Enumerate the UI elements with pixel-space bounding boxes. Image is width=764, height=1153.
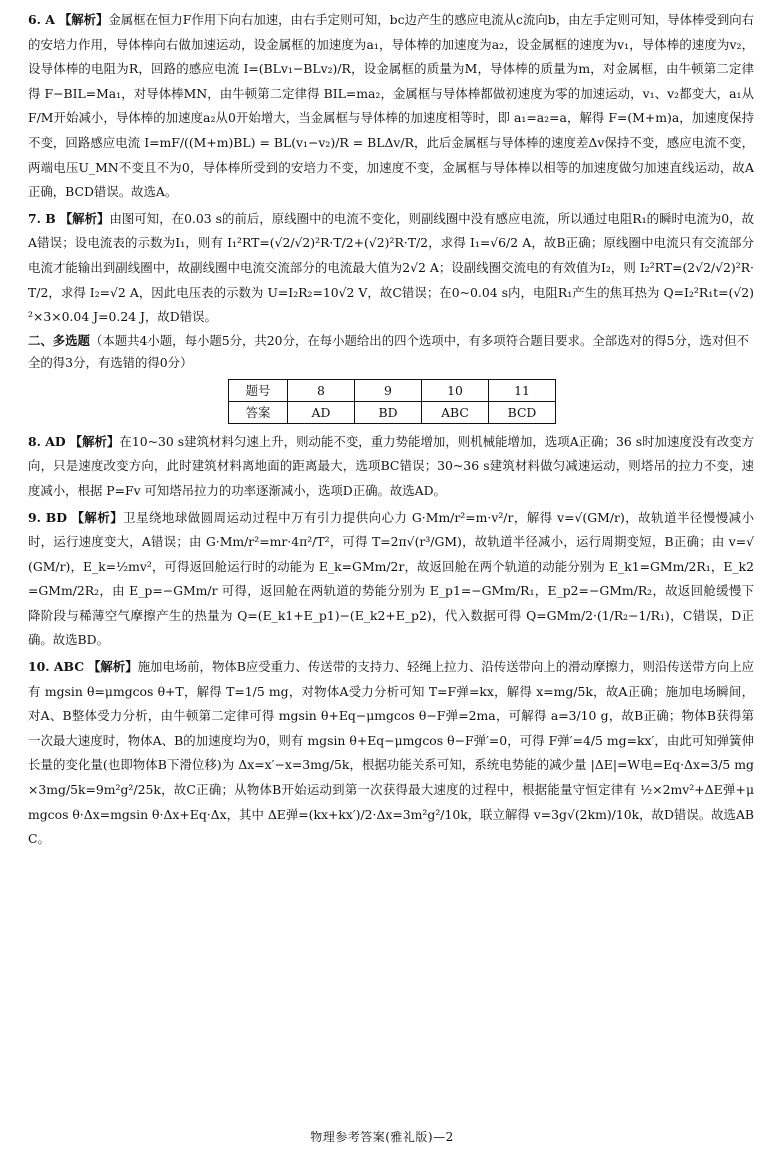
answer-table-answer-label: 答案 <box>229 401 288 423</box>
q10-text: 施加电场前，物体B应受重力、传送带的支持力、轻绳上拉力、沿传送带向上的滑动摩擦力，则沿传送带方向上应有 mgsin θ=μmgcos θ+T，解得 T=1/5 mg，对物体A受力分析可知 T=F弹=kx，解得 x=mg/5k，故A正确；施加电场瞬间，对A、B整体受力分析，由牛顿第二定律可得 mgsin θ+Eq−μmgcos θ−F弹=2ma，可解得 a=3/10 g，故B正确；物体B获得第一次最大速度时，物体A、B的加速度均为0，则有 mgsin θ+Eq−μmgcos θ−F弹′=0，可得 F弹′=4/5 mg=kx′，由此可知弹簧伸长量的变化量(也即物体B下滑位移)为 Δx=x′−x=3mg/5k，根据功能关系可知，系统电势能的减少量 |ΔE|=W电=Eq·Δx=3/5 mg×3mg/5k=9m²g²/25k，故C正确；从物体B开始运动到第一次获得最大速度的过程中，根据能量守恒定律有 ½×2mv²+ΔE弹+μmgcos θ·Δx=mgsin θ·Δx+Eq·Δx，其中 ΔE弹=(kx+kx′)/2·Δx=3m²g²/10k，联立解得 v=3g√(2km)/10k，故D错误。故选ABC。 <box>28 659 754 847</box>
answer-table-answer: AD <box>288 401 355 423</box>
section-title <box>28 330 754 374</box>
q9-explanation <box>28 506 754 654</box>
answer-table-answer: BD <box>355 401 422 423</box>
q6-number: 6. A <box>28 12 55 27</box>
q7-text: 由图可知，在0.03 s的前后，原线圈中的电流不变化，则副线圈中没有感应电流，所以通过电阻R₁的瞬时电流为0，故A错误；设电流表的示数为I₁，则有 I₁²RT=(√2/√2)²R·T/2+(√2)²R·T/2，求得 I₁=√6/2 A，故B正确；原线圈中电流只有交流部分电流才能输出到副线圈中，故副线圈中电流交流部分的电流最大值为2√2 A；设副线圈交流电的有效值为I₂，则 I₂²RT=(2√2/√2)²R·T/2，求得 I₂=√2 A，因此电压表的示数为 U=I₂R₂=10√2 V，故C错误；在0~0.04 s内，电阻R₁产生的焦耳热为 Q=I₂²R₁t=(√2)²×3×0.04 J=0.24 J，故D错误。 <box>28 210 754 325</box>
answer-table-number: 10 <box>422 379 489 401</box>
answer-table-header-row <box>229 379 556 401</box>
q9-text: 卫星绕地球做圆周运动过程中万有引力提供向心力 G·Mm/r²=m·v²/r，解得 v=√(GM/r)，故轨道半径慢慢减小时，运行速度变大，A错误；由 G·Mm/r²=mr·4π²/T²，可得 T=2π√(r³/GM)，故轨道半径减小，运行周期变短，B正确；由 v=√(GM/r)，E_k=½mv²，可得返回舱运行时的动能为 E_k=GMm/2r，故返回舱在两个轨道的动能分别为 E_k1=GMm/2R₁，E_k2=GMm/2R₂，由 E_p=−GMm/r 可得，返回舱在两轨道的势能分别为 E_p1=−GMm/R₁，E_p2=−GMm/R₂，故返回舱缓慢下降阶段与稀薄空气摩擦产生的热量为 Q=(E_k1+E_p1)−(E_k2+E_p2)，代入数据可得 Q=GMm/2·(1/R₂−1/R₁)，C错误，D正确。故选BD。 <box>28 509 754 648</box>
section-description: （本题共4小题，每小题5分，共20分，在每小题给出的四个选项中，有多项符合题目要求。全部选对的得5分，选对但不全的得3分，有选错的得0分） <box>28 332 749 370</box>
q7-number: 7. B <box>28 210 56 226</box>
q7-tag: 【解析】 <box>59 210 110 226</box>
q8-text: 在10~30 s建筑材料匀速上升，则动能不变，重力势能增加，则机械能增加，选项A正确；36 s时加速度没有改变方向，只是速度改变方向，此时建筑材料离地面的距离最大，选项BC错误；30~36 s建筑材料做匀减速运动，则塔吊的拉力不变，速度减小，根据 P=Fv 可知塔吊拉力的功率逐渐减小，选项D正确。故选AD。 <box>28 433 754 498</box>
q6-explanation <box>28 8 754 205</box>
answer-table-answer: BCD <box>489 401 556 423</box>
q9-tag: 【解析】 <box>71 509 124 525</box>
section-heading: 二、多选题 <box>28 332 90 348</box>
answer-table-number: 11 <box>489 379 556 401</box>
answer-table-answer: ABC <box>422 401 489 423</box>
answer-table-answer-row <box>229 401 556 423</box>
q9-number: 9. BD <box>28 509 67 525</box>
q8-tag: 【解析】 <box>69 433 120 449</box>
page-footer: 物理参考答案(雅礼版)—2 <box>310 1130 454 1144</box>
answer-table-number: 9 <box>355 379 422 401</box>
q7-explanation <box>28 207 754 330</box>
q6-tag: 【解析】 <box>58 12 109 27</box>
q10-tag: 【解析】 <box>88 659 138 675</box>
answer-table-number: 8 <box>288 379 355 401</box>
answer-table-header-label: 题号 <box>229 379 288 401</box>
answer-table <box>228 379 556 424</box>
answer-page <box>28 8 754 852</box>
q8-number: 8. AD <box>28 433 66 449</box>
q10-explanation <box>28 655 754 852</box>
q6-text: 金属框在恒力F作用下向右加速，由右手定则可知，bc边产生的感应电流从c流向b，由左手定则可知，导体棒受到向右的安培力作用，导体棒向右做加速运动，设金属框的加速度为a₁，导体棒的加速度为a₂，设金属框的速度为v₁，导体棒的速度为v₂，设导体棒的电阻为R，回路的感应电流 I=(BLv₁−BLv₂)/R，设金属框的质量为M，导体棒的质量为m，对金属框，由牛顿第二定律得 F−BIL=Ma₁，对导体棒MN，由牛顿第二定律得 BIL=ma₂，金属框与导体棒都做初速度为零的加速运动，v₁、v₂都变大，a₁从F/M开始减小，导体棒的加速度a₂从0开始增大，当金属框与导体棒的加速度相等时，即 a₁=a₂=a，解得 F=(M+m)a，加速度保持不变，回路感应电流 I=mF/((M+m)BL) = BL(v₁−v₂)/R = BLΔv/R，此后金属框与导体棒的速度差Δv保持不变，感应电流不变，两端电压U_MN不变且不为0，导体棒所受到的安培力不变，加速度不变，金属框与导体棒以相等的加速度做匀加速直线运动，故A正确，BCD错误。故选A。 <box>28 12 754 200</box>
q8-explanation <box>28 430 754 504</box>
q10-number: 10. ABC <box>28 659 85 675</box>
